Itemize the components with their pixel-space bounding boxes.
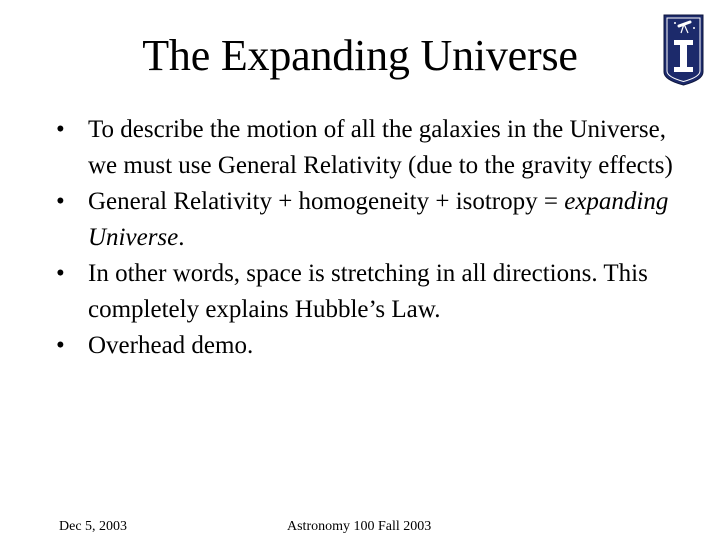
footer-course: Astronomy 100 Fall 2003 bbox=[287, 519, 432, 534]
bullet-marker: • bbox=[56, 116, 65, 143]
bullet-marker: • bbox=[56, 260, 65, 287]
bullet-text: In other words, space is stretching in all directions. This completely explains Hubble’s Law. bbox=[88, 260, 648, 323]
bullet-text-end: . bbox=[178, 224, 185, 251]
slide-title: The Expanding Universe bbox=[142, 31, 578, 80]
bullet-text: To describe the motion of all the galaxies in the Universe, we must use General Relativity (due to the gravity effects) bbox=[88, 116, 673, 179]
university-illinois-shield-icon bbox=[663, 14, 704, 86]
bullet-item bbox=[56, 256, 696, 328]
bullet-item bbox=[56, 328, 696, 364]
bullet-list bbox=[56, 112, 696, 364]
bullet-marker: • bbox=[56, 332, 65, 359]
bullet-text: General Relativity + homogeneity + isotropy = bbox=[88, 188, 565, 215]
bullet-item bbox=[56, 184, 696, 256]
bullet-marker: • bbox=[56, 188, 65, 215]
footer-date: Dec 5, 2003 bbox=[59, 519, 128, 534]
bullet-emphasis-text: expanding Universe bbox=[88, 188, 669, 251]
bullet-text: Overhead demo. bbox=[88, 332, 254, 359]
bullet-item bbox=[56, 112, 696, 184]
